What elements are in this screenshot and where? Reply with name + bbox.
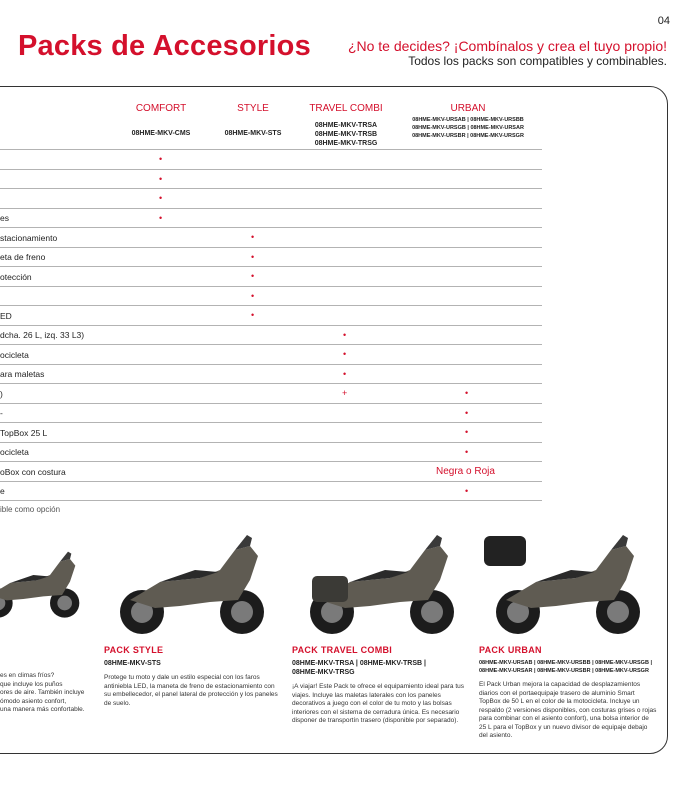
row-divider [0,286,542,287]
column-code: 08HME-MKV-TRSG [314,140,378,147]
mark-dot: • [159,154,163,164]
column-code: 08HME-MKV-URSBR | 08HME-MKV-URSGR [412,133,524,139]
column-header-travel-combi: TRAVEL COMBI [309,103,383,114]
row-label: ocicleta [0,350,29,360]
pack-comfort-description [0,672,85,715]
row-label: ara maletas [0,369,45,379]
pack-code-line: 08HME-MKV-URSAR | 08HME-MKV-URSBR | 08HME-MKV-URSGR [479,668,649,674]
row-label: dcha. 26 L, izq. 33 L3) [0,330,85,340]
column-code-comfort: 08HME-MKV-CMS [131,130,191,137]
row-divider [0,208,542,209]
description-line: es en climas fríos? [0,672,55,679]
mark-dot: • [465,388,469,398]
row-divider [0,247,542,248]
row-divider [0,500,542,501]
row-label: eta de freno [0,252,46,262]
pack-description: Protege tu moto y dale un estilo especial con los faros antiniebla LED, la maneta de freno de estacionamiento con su embellecedor, el panel lateral de protección y los paneles de suelo. [104,674,278,707]
mark-dot: • [465,447,469,457]
row-divider [0,325,542,326]
column-codes-travel-combi [304,121,388,148]
column-code: 08HME-MKV-TRSB [314,131,378,138]
motorcycle-image-style [100,530,280,640]
mark-color-option: Negra o Roja [436,466,495,477]
row-divider [0,481,542,482]
description-line: una manera más confortable. [0,706,85,713]
column-codes-urban [398,116,538,140]
pack-title: PACK URBAN [479,645,542,655]
pack-urban-card [479,645,657,741]
page-subtitle-secondary: Todos los packs son compatibles y combinables. [408,54,667,68]
motorcycle-image-urban [476,530,656,640]
row-divider [0,364,542,365]
mark-dot: • [343,369,347,379]
mark-dot: • [343,349,347,359]
column-header-urban: URBAN [450,103,486,114]
row-divider [0,266,542,267]
pack-description: ¡A viajar! Este Pack te ofrece el equipamiento ideal para tus viajes. Incluye las maletas laterales con los paneles decorativos a juego con el color de tu moto y las bolsas interiores con el sistema de cerradura única. Es necesario disponer de transportín trasero (disponible por separado). [292,683,464,724]
row-label: es [0,213,9,223]
mark-dot: • [465,427,469,437]
row-divider [0,383,542,384]
row-divider [0,422,542,423]
mark-dot: • [251,252,255,262]
pack-code [479,659,657,675]
row-divider [0,169,542,170]
pack-code-line: 08HME-MKV-TRSG [292,669,355,676]
mark-dot: • [465,486,469,496]
row-label: TopBox 25 L [0,428,48,438]
row-label: ocicleta [0,447,29,457]
row-divider [0,227,542,228]
page-subtitle: ¿No te decides? ¡Combínalos y crea el tuyo propio! [347,38,667,54]
row-label: otección [0,272,32,282]
row-divider [0,149,542,150]
row-divider [0,188,542,189]
column-code: 08HME-MKV-TRSA [314,122,378,129]
pack-title: PACK TRAVEL COMBI [292,645,393,655]
table-footnote: ible como opción [0,505,61,514]
row-divider [0,442,542,443]
pack-code-line: 08HME-MKV-TRSA | 08HME-MKV-TRSB | [292,660,426,667]
row-label-tick: ) [0,389,3,399]
mark-dot: • [159,213,163,223]
row-label: e [0,486,5,496]
pack-style-card [104,645,282,708]
pack-title: PACK STYLE [104,645,164,655]
column-header-comfort: COMFORT [135,103,187,114]
mark-dot: • [251,271,255,281]
mark-dot: • [159,193,163,203]
row-label: ED [0,311,12,321]
row-label: stacionamiento [0,233,58,243]
pack-travel-combi-card [292,645,470,726]
row-label-tick: - [0,408,3,418]
row-divider [0,344,542,345]
mark-dot: • [251,232,255,242]
column-code: 08HME-MKV-URSGB | 08HME-MKV-URSAR [412,125,524,131]
pack-code [292,659,470,677]
mark-dot: • [159,174,163,184]
row-divider [0,461,542,462]
column-code-style: 08HME-MKV-STS [224,130,282,137]
mark-dot: • [343,330,347,340]
page-number: 04 [657,15,670,27]
pack-code: 08HME-MKV-STS [104,660,161,667]
row-divider [0,305,542,306]
row-label: oBox con costura [0,467,66,477]
description-line: ores de aire. También incluye [0,689,85,696]
column-code: 08HME-MKV-URSAB | 08HME-MKV-URSBB [412,117,524,123]
pack-code-line: 08HME-MKV-URSAB | 08HME-MKV-URSBB | 08HME-MKV-URSGB | [479,660,652,666]
description-line: ómodo asiento confort, [0,697,67,705]
motorcycle-image-travel-combi [290,530,470,640]
row-divider [0,403,542,404]
description-line: que incluye los puños [0,680,63,688]
mark-dot: • [465,408,469,418]
motorcycle-image-comfort [0,530,90,640]
page-title: Packs de Accesorios [18,30,311,62]
mark-dot: • [251,310,255,320]
column-header-style: STYLE [237,103,269,114]
pack-description: El Pack Urban mejora la capacidad de desplazamientos diarios con el portaequipaje trasero de aluminio Smart TopBox de 50 L en el color de la motocicleta. Incluye un respaldo (2 versiones disponibles, con costuras grises o rojas para combinar con el asiento confort), una bolsa interior de 25 L para el TopBox y un nuevo divisor de equipaje debajo del asiento. [479,681,657,739]
mark-dot: • [251,291,255,301]
mark-optional-plus: + [342,388,348,398]
